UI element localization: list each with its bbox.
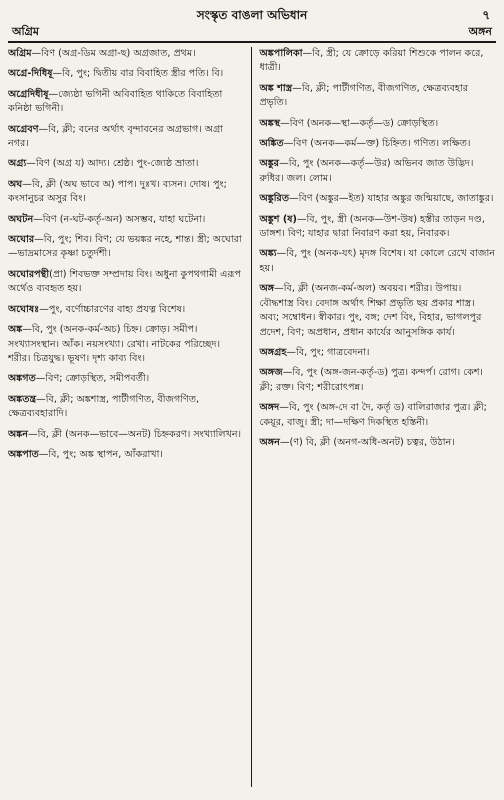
entry-definition: —জ্যেষ্ঠা ভগিনী অবিবাহিত থাকিতে বিবাহিতা কনিষ্ঠা ভগিনী।	[8, 88, 223, 115]
dictionary-entry	[260, 401, 497, 430]
entry-headword: অঙ্ক্য	[259, 248, 277, 260]
entry-definition: —বি, ক্লী (অনক—ভাবে—অনট) চিহ্নকরণ। সংখ্যালিখন।	[28, 428, 241, 440]
dictionary-entry	[260, 82, 497, 111]
dictionary-entry	[8, 428, 245, 442]
entry-headword: অঙ্কিত	[259, 138, 284, 150]
entry-definition: —বিণ (অনক—কর্ম—ক্ত) চিহ্নিত। গণিত। লক্ষিত।	[283, 138, 471, 150]
dictionary-entry	[8, 303, 245, 317]
entry-headword: অঙ্কুশ (ষ)	[259, 213, 297, 225]
entry-headword: অঙ্কুর	[259, 158, 280, 170]
entry-headword: অগ্র্য	[8, 158, 27, 170]
entry-definition: —বিণ (অগ্র-ডিম অগ্রা-ছ) অগ্রজাত, প্রথম।	[31, 48, 196, 59]
dictionary-entry	[8, 47, 245, 61]
dictionary-entry	[260, 346, 497, 360]
entry-headword: অগ্রেদিধীষূ	[8, 88, 49, 100]
dictionary-entry	[8, 123, 245, 152]
entry-definition: —বিণ (অগ্র য) আদ্য। শ্রেষ্ঠ। পুং-জ্যেষ্ঠ ভ্রাতা।	[26, 158, 199, 170]
entry-definition: —বি, পুং (অনক—কর্তৃ—উর) অভিনব জাত উদ্ভিদ। রুধির। জল। লোম।	[259, 158, 474, 184]
dictionary-entry	[260, 157, 497, 186]
dictionary-entry	[8, 88, 245, 117]
entry-headword: অঙ্ক শাস্ত্র	[259, 82, 293, 94]
entry-definition: —বি, ক্লী (অঘ ভাবে অ) পাপ। দুঃখ। ব্যসন। দোষ। পুং; কংসানুচর অসুর বিং।	[8, 178, 227, 205]
page-number: ৭	[482, 8, 490, 22]
dictionary-entry	[260, 436, 497, 450]
header-rule	[8, 41, 496, 43]
entry-definition: —বি, পুং (অঙ্গ-জন-কর্তৃ-ড) পুত্র। কন্দর্প। রোগ। কেশ। ক্লী; রক্ত। বিণ; শরীরোৎপন্ন।	[259, 367, 483, 393]
entry-definition: —বি, পুং (অনক-কর্ম-অচ) চিহ্ন। ক্রোড়। সমীপ। সংখ্যাসংস্থান। আঁক। নয়সংখ্যা। রেখা। নাটকের পরিচ্ছেদ। শরীর। চিত্রযুদ্ধ। ভূষণ। দৃশ্য কাব্য বিং।	[8, 324, 221, 364]
dictionary-entry	[260, 47, 497, 76]
entry-headword: অঘ	[8, 178, 23, 190]
entry-headword: অঙ্গদ	[259, 402, 280, 414]
entry-definition: —বি, ক্লী (অনজ-কর্ম-অল) অবয়ব। শরীর। উপায়। বৌদ্ধশাস্ত্র বিং। বেদাঙ্গ অর্থাৎ শিক্ষা প্রভৃতি ছয় প্রকার শাস্ত্র। অব্য; সম্বোধন। স্বীকার। পুং, বঙ্গ; দেশ বিং, বিহার, ভাগলপুর প্রদেশ, বিণ; অপ্রধান, প্রধান কার্যের আনুসঙ্গিক কার্য।	[259, 283, 482, 338]
entry-headword: অঙ্কপাত	[8, 448, 39, 460]
entry-definition: —বি, পুং; দ্বিতীয় বার বিবাহিত স্ত্রীর পতি। বি।	[52, 68, 224, 80]
entry-headword: অঘটন	[8, 213, 34, 225]
entry-headword: অঙ্কগত	[8, 373, 36, 385]
dictionary-entry	[8, 393, 245, 422]
dictionary-entry	[8, 372, 245, 386]
entry-headword: অগ্রেবণ	[8, 123, 39, 135]
dictionary-entry	[8, 268, 245, 297]
entry-headword: অঙ্কস্থ	[259, 117, 281, 129]
entry-headword: অঙ্গ	[259, 283, 275, 295]
entry-headword: অঙ্কপালিকা	[259, 48, 303, 59]
entry-definition: —বিণ (অনক—স্থা—কর্তৃ—ড) ক্রোড়স্থিত।	[280, 117, 439, 129]
entry-columns	[8, 47, 496, 787]
entry-definition: —বি, পুং, স্ত্রী (অনক—উশ-উষ) হস্তীর তাড়ন দণ্ড, ডাঙ্গশ। বিণ; যাহার দ্বারা নিবারণ করা হয়, নিবারক।	[259, 213, 485, 240]
entry-definition: —বি, ক্লী; বনের অর্থাৎ বৃন্দাবনের অগ্রভাগ। অগ্রা নগর।	[8, 123, 224, 150]
entry-definition: (প্রা) শিবভক্ত সম্প্রদায় বিং। অধুনা কুপথগামী এরূপ অর্থেও ব্যবহৃত হয়।	[8, 268, 241, 295]
entry-headword: অঙ্কন	[8, 428, 29, 440]
dictionary-entry	[260, 366, 497, 395]
entry-definition: —বি, পুং; অঙ্ক স্থাপন, আঁকরাখা।	[38, 448, 163, 460]
dictionary-entry	[8, 448, 245, 462]
entry-headword: অগ্রে-দিধিষূ	[8, 68, 53, 80]
dictionary-entry	[8, 233, 245, 262]
entry-definition: —বি, ক্লী; অঙ্কশাস্ত্র, পাটীগণিত, বীজগণিত, ক্ষেত্রব্যবহারাদি।	[8, 393, 200, 420]
entry-headword: অঘোরপন্থী	[8, 268, 50, 280]
dictionary-entry	[260, 213, 497, 242]
dictionary-entry	[8, 213, 245, 227]
entry-definition: —(ণ) বি, ক্লী (অনগ-অধি-অনট) চত্বর, উঠান।	[279, 436, 455, 448]
entry-definition: —বি, ক্লী; পাটীগণিত, বীজগণিত, ক্ষেত্রব্যবহার প্রভৃতি।	[259, 82, 469, 109]
entry-definition: —বি, পুং; শিব। বিণ; যে ভয়ঙ্কর নহে, শান্ত। স্ত্রী; অঘোরা—ভাদ্রমাসের কৃষ্ণা চতুর্দশী।	[8, 234, 242, 260]
dictionary-entry	[260, 247, 497, 276]
entry-definition: —বি, পুং (অঙ্গ-দে বা দৈ, কর্তৃ ড) বালিরাজার পুত্র। ক্লী; কেয়ূর, বাজু। স্ত্রী; দা—দক্ষিণ দিকস্থিত হস্তিনী।	[259, 402, 487, 428]
entry-headword: অগ্রিম	[8, 48, 32, 59]
dictionary-entry	[260, 192, 497, 206]
entry-definition: —বি, পুং; গাত্রবেদনা।	[286, 346, 370, 358]
entry-headword: অঙ্গন	[259, 436, 280, 448]
left-column	[8, 47, 252, 787]
dictionary-entry	[8, 67, 245, 81]
entry-headword: অঙ্গজ	[259, 367, 283, 379]
entry-headword: অঙ্কতন্ত্র	[8, 393, 37, 405]
entry-definition: —বিণ; ক্রোড়স্থিত, সমীপবর্তী।	[35, 373, 150, 385]
entry-definition: —বি, পুং (অনক-যৎ) মৃদঙ্গ বিশেষ। যা কোলে রেখে বাজান হয়।	[259, 248, 496, 274]
entry-headword: অঙ্ক	[8, 324, 23, 336]
entry-headword: অঙ্গগ্রহ	[259, 346, 287, 358]
entry-definition: —বিণ (অঙ্কুর—ইত) যাহার অঙ্কুর জন্মিয়াছে, জাতাঙ্কুর।	[289, 193, 494, 205]
book-title: সংস্কৃত বাঙলা অভিধান ৭	[196, 8, 490, 22]
dictionary-entry	[260, 117, 497, 131]
dictionary-entry	[8, 178, 245, 207]
entry-definition: —পুং, বর্ণোচ্চারণের বাহ্য প্রযত্ন বিশেষ।	[39, 303, 186, 315]
right-column	[252, 47, 497, 787]
dictionary-entry	[8, 323, 245, 366]
entry-definition: —বিণ (ন-ঘট-কর্তৃ-অন) অসম্ভব, যাহা ঘটেনা।	[33, 213, 206, 225]
dictionary-entry	[260, 282, 497, 340]
entry-headword: অঙ্কুরিত	[259, 193, 290, 205]
dictionary-entry	[260, 137, 497, 151]
guide-word-left: অগ্রিম	[12, 25, 40, 38]
dictionary-entry	[8, 157, 245, 171]
entry-definition: —বি, স্ত্রী; যে ক্রোড়ে করিয়া শিশুকে পালন করে, ধাত্রী।	[259, 48, 484, 74]
guide-word-right: অঙ্গন	[468, 25, 492, 38]
entry-headword: অঘোর	[8, 234, 35, 246]
guide-words	[8, 24, 496, 40]
entry-headword: অঘোষঃ	[8, 303, 40, 315]
